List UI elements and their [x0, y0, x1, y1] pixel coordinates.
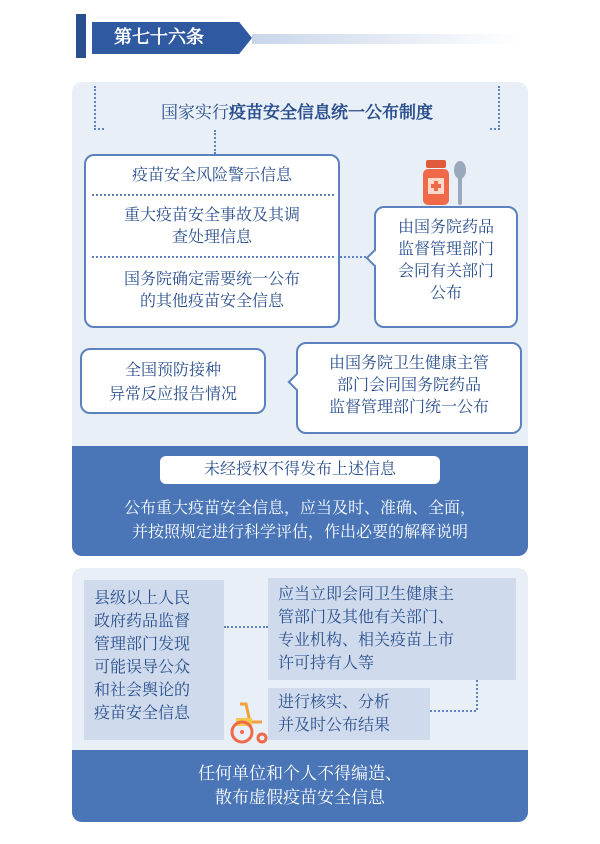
intro-emphasis: 疫苗安全信息统一公布制度 — [229, 103, 433, 123]
verify-line: 并及时公布结果 — [278, 715, 391, 734]
county-line: 县级以上人民 — [94, 588, 191, 607]
header-stripe — [252, 34, 522, 44]
vaccine-reaction-line: 异常反应报告情况 — [108, 384, 237, 403]
article-header — [76, 14, 526, 58]
county-line: 和社会舆论的 — [94, 680, 191, 699]
connector-intro-list — [214, 130, 216, 154]
list-item-line: 疫苗安全风险警示信息 — [131, 165, 292, 184]
county-line: 疫苗安全信息 — [94, 703, 191, 722]
intro-bracket-left — [94, 86, 104, 130]
info-list — [84, 154, 340, 328]
disclosure-requirement — [76, 496, 524, 544]
verify-box — [268, 688, 430, 740]
publisher-a-line: 会同有关部门 — [397, 261, 494, 280]
vaccine-reaction-box — [80, 348, 266, 414]
coordinate-line: 应当立即会同卫生健康主 — [278, 584, 455, 603]
publisher-a-callout — [374, 206, 518, 328]
connector-county-coordinate — [224, 626, 268, 628]
wheelchair-icon — [226, 700, 270, 744]
publisher-b-callout — [296, 342, 522, 434]
vaccine-reaction-line: 全国预防接种 — [124, 360, 221, 379]
medicine-bottle-icon — [420, 160, 470, 208]
publisher-a-line: 监督管理部门 — [397, 239, 494, 258]
county-line: 可能误导公众 — [94, 657, 191, 676]
connector-coordinate-verify-h — [430, 710, 476, 712]
header-accent-bar — [76, 14, 86, 58]
publisher-a-line: 由国务院药品 — [397, 217, 494, 236]
prohibition-line: 散布虚假疫苗安全信息 — [215, 788, 385, 808]
county-line: 政府药品监督 — [94, 611, 191, 630]
list-divider — [92, 194, 334, 196]
verify-line: 进行核实、分析 — [278, 692, 391, 711]
prohibition-statement — [76, 762, 524, 810]
publisher-b-line: 部门会同国务院药品 — [336, 375, 481, 394]
coordinate-line: 专业机构、相关疫苗上市 — [278, 630, 455, 649]
list-item — [86, 204, 338, 248]
list-item-line: 查处理信息 — [171, 227, 252, 246]
intro-prefix: 国家实行 — [161, 103, 229, 123]
article-title: 第七十六条 — [114, 27, 204, 48]
list-item — [86, 164, 338, 186]
publisher-b-line: 监督管理部门统一公布 — [328, 397, 489, 416]
disclosure-requirement-line: 公布重大疫苗安全信息，应当及时、准确、全面， — [123, 498, 476, 517]
intro-statement — [104, 96, 490, 130]
list-item-line: 国务院确定需要统一公布 — [123, 269, 300, 288]
coordinate-line: 管部门及其他有关部门、 — [278, 607, 455, 626]
county-line: 管理部门发现 — [94, 634, 191, 653]
coordinate-box — [268, 578, 516, 680]
list-item-line: 重大疫苗安全事故及其调 — [123, 205, 300, 224]
publisher-a-line: 公布 — [429, 283, 462, 302]
list-divider — [92, 256, 334, 258]
connector-coordinate-verify — [476, 680, 478, 710]
intro-bracket-right — [490, 86, 500, 130]
prohibition-line: 任何单位和个人不得编造、 — [198, 764, 402, 784]
coordinate-line: 许可持有人等 — [278, 653, 375, 672]
restriction-pill: 未经授权不得发布上述信息 — [160, 456, 440, 484]
list-item — [86, 268, 338, 312]
list-item-line: 的其他疫苗安全信息 — [139, 291, 284, 310]
disclosure-requirement-line: 并按照规定进行科学评估，作出必要的解释说明 — [131, 522, 468, 541]
county-authority-box — [84, 580, 224, 740]
publisher-b-line: 由国务院卫生健康主管 — [328, 353, 489, 372]
